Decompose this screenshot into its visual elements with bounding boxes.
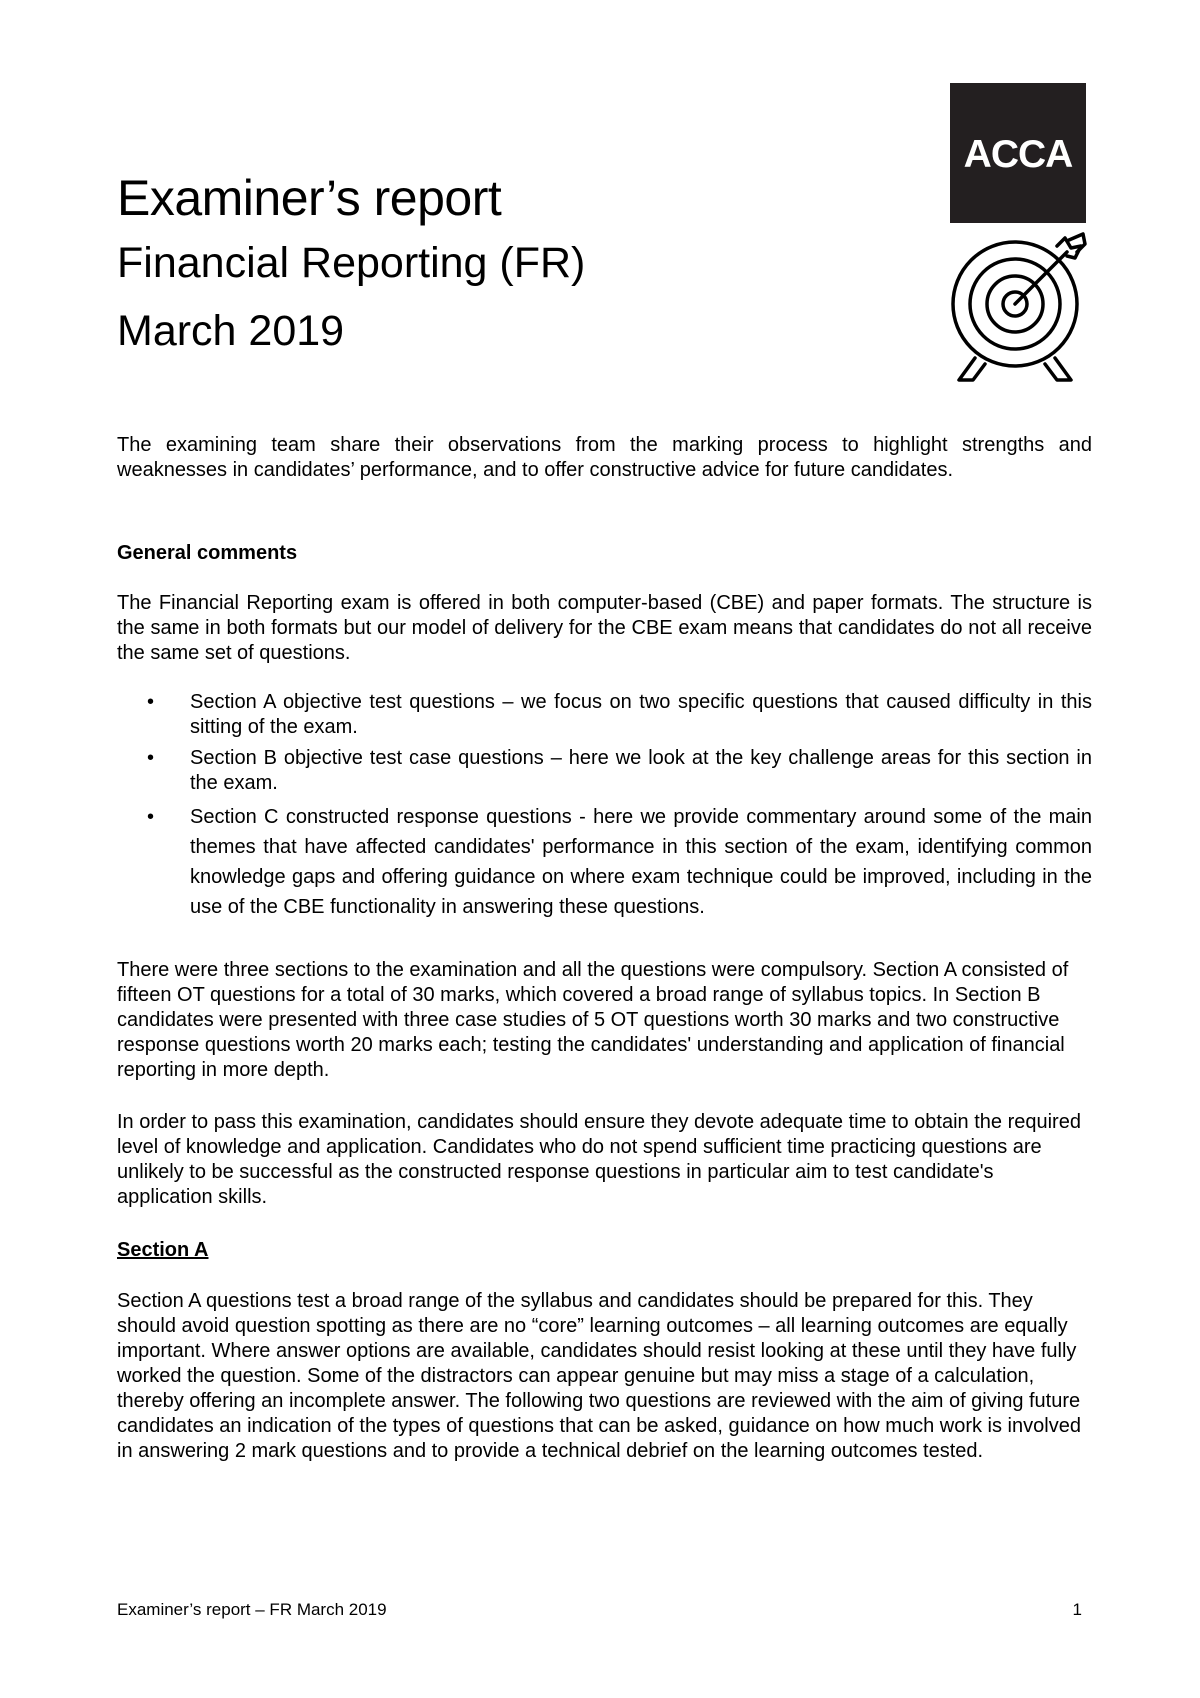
- section-a-heading: Section A: [117, 1239, 209, 1261]
- acca-logo: [950, 83, 1086, 223]
- bullet-icon: •: [147, 806, 155, 828]
- general-comments-heading: General comments: [117, 542, 298, 564]
- title-block: [117, 168, 585, 364]
- page-number: 1: [1072, 1600, 1082, 1619]
- logo-text: ACCA: [963, 133, 1073, 176]
- footer-title: Examiner’s report – FR March 2019: [117, 1600, 387, 1619]
- general-comments-paragraph: The Financial Reporting exam is offered in both computer-based (CBE) and paper formats. The structure is the same in both formats but our model of delivery for the CBE exam means that candidates do not all receive the same set of questions.: [117, 592, 1092, 664]
- section-a-paragraph: Section A questions test a broad range of the syllabus and candidates should be prepared for this. They should avoid question spotting as there are no “core” learning outcomes – all learning outcomes are equally important. Where answer options are available, candidates should resist looking at these until they have fully worked the question. Some of the distractors can appear genuine but may miss a stage of a calculation, thereby offering an incomplete answer. The following two questions are reviewed with the aim of giving future candidates an indication of the types of questions that can be asked, guidance on how much work is involved in answering 2 mark questions and to provide a technical debrief on the learning outcomes tested.: [117, 1290, 1081, 1462]
- intro-paragraph: The examining team share their observations from the marking process to highlight strengths and weaknesses in candidates’ performance, and to offer constructive advice for future candidates.: [117, 434, 1092, 481]
- list-item-text: Section C constructed response questions - here we provide commentary around some of the main themes that have affected candidates' performance in this section of the exam, identifying common knowledge gaps and offering guidance on where exam technique could be improved, including in the use of the CBE functionality in answering these questions.: [190, 806, 1092, 918]
- pass-advice-paragraph: In order to pass this examination, candidates should ensure they devote adequate time to obtain the required level of knowledge and application. Candidates who do not spend sufficient time practicing questions are unlikely to be successful as the constructed response questions in particular aim to test candidate's application skills.: [117, 1111, 1081, 1208]
- target-arrow-icon: [945, 226, 1095, 382]
- list-item: [117, 802, 1092, 922]
- list-item-text: Section B objective test case questions – here we look at the key challenge areas for this section in the exam.: [190, 747, 1092, 794]
- list-item-text: Section A objective test questions – we focus on two specific questions that caused difficulty in this sitting of the exam.: [190, 691, 1092, 738]
- sections-paragraph: There were three sections to the examination and all the questions were compulsory. Section A consisted of fifteen OT questions for a total of 30 marks, which covered a broad range of syllabus topics. In Section B candidates were presented with three case studies of 5 OT questions worth 30 marks and two constructive response questions worth 20 marks each; testing the candidates' understanding and application of financial reporting in more depth.: [117, 959, 1069, 1081]
- report-title: Examiner’s report: [117, 170, 502, 226]
- report-subject: Financial Reporting (FR): [117, 239, 586, 287]
- sections-bullet-list: [117, 690, 1092, 928]
- bullet-icon: •: [147, 691, 155, 713]
- list-item: [117, 746, 1092, 796]
- bullet-icon: •: [147, 747, 155, 769]
- list-item: [117, 690, 1092, 740]
- report-session: March 2019: [117, 307, 345, 355]
